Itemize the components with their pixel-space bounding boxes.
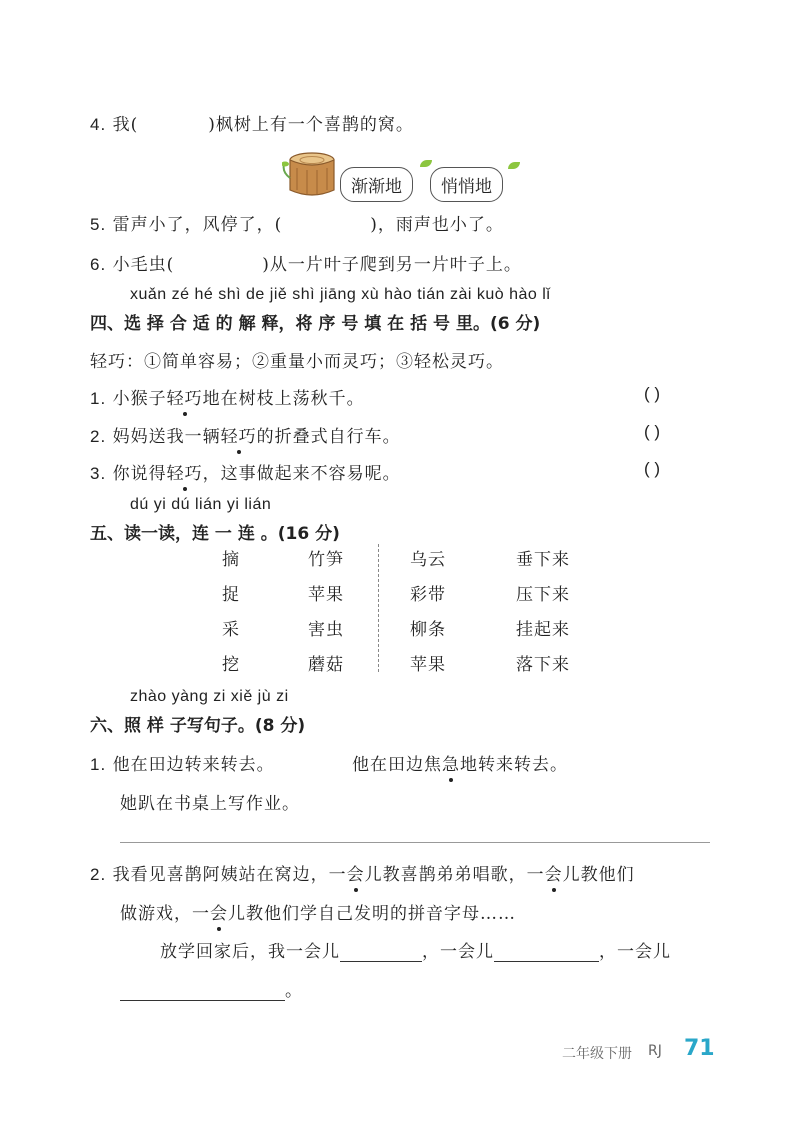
match-word[interactable]: 乌云 (410, 550, 446, 570)
match-word[interactable]: 柳条 (410, 620, 446, 640)
leaf-icon (508, 162, 520, 169)
fill-item-4: 4. 我( )枫树上有一个喜鹊的窝。 (90, 115, 414, 135)
match-word[interactable]: 害虫 (308, 620, 344, 640)
page-number: 71 (684, 1036, 715, 1061)
fill-blank-1[interactable] (340, 941, 422, 962)
match-word[interactable]: 挖 (222, 655, 240, 675)
column-divider (378, 544, 379, 672)
fill-sentence: 放学回家后，我一会儿 ，一会儿 ，一会儿 (160, 942, 671, 962)
definition-line: 轻巧：①简单容易；②重量小而灵巧；③轻松灵巧。 (90, 352, 504, 372)
fill-blank-2[interactable] (494, 941, 599, 962)
word-choice-card: 渐渐地 (340, 167, 413, 202)
answer-paren-3[interactable]: ( ) (644, 459, 661, 478)
choice-item-2: 2. 妈妈送我一辆轻巧的折叠式自行车。 (90, 422, 401, 447)
choice-item-3: 3. 你说得轻巧，这事做起来不容易呢。 (90, 459, 401, 484)
match-word[interactable]: 挂起来 (516, 620, 570, 640)
section6-pinyin: zhào yàng zi xiě jù zi (130, 688, 289, 705)
example-paragraph-line1: 2. 我看见喜鹊阿姨站在窝边，一会儿教喜鹊弟弟唱歌，一会儿教他们 (90, 860, 635, 885)
answer-paren-2[interactable]: ( ) (644, 422, 661, 441)
match-word[interactable]: 苹果 (410, 655, 446, 675)
section4-pinyin: xuǎn zé hé shì de jiě shì jiāng xù hào tián zài kuò hào lǐ (130, 286, 551, 303)
match-word[interactable]: 蘑菇 (308, 655, 344, 675)
section5-pinyin: dú yi dú lián yi lián (130, 496, 272, 513)
section5-title: 五、读一读，连 一 连 。(16 分) (90, 524, 340, 544)
fill-blank-3[interactable] (120, 980, 285, 1001)
answer-line[interactable] (120, 842, 710, 843)
example-sentence-a: 1. 他在田边转来转去。 (90, 755, 275, 775)
fill-item-5: 5. 雷声小了，风停了，( )，雨声也小了。 (90, 215, 504, 235)
match-word[interactable]: 捉 (222, 585, 240, 605)
match-word[interactable]: 垂下来 (516, 550, 570, 570)
match-word[interactable]: 苹果 (308, 585, 344, 605)
section6-title: 六、照 样 子写句子。(8 分) (90, 716, 306, 736)
example-sentence-b: 他在田边焦急地转来转去。 (352, 750, 568, 775)
match-word[interactable]: 竹笋 (308, 550, 344, 570)
tree-stump-image (282, 150, 342, 200)
fill-item-6: 6. 小毛虫( )从一片叶子爬到另一片叶子上。 (90, 255, 522, 275)
example-paragraph-line2: 做游戏，一会儿教他们学自己发明的拼音字母…… (120, 899, 516, 924)
match-word[interactable]: 压下来 (516, 585, 570, 605)
grade-label: 二年级下册 (562, 1046, 632, 1062)
section4-title: 四、选 择 合 适 的 解 释，将 序 号 填 在 括 号 里。(6 分) (90, 314, 541, 334)
prompt-sentence: 她趴在书桌上写作业。 (120, 794, 300, 814)
match-word[interactable]: 落下来 (516, 655, 570, 675)
match-word[interactable]: 彩带 (410, 585, 446, 605)
choice-item-1: 1. 小猴子轻巧地在树枝上荡秋千。 (90, 384, 365, 409)
answer-paren-1[interactable]: ( ) (644, 384, 661, 403)
match-word[interactable]: 采 (222, 620, 240, 640)
edition-label: RJ (648, 1043, 662, 1059)
leaf-icon (420, 160, 432, 167)
match-word[interactable]: 摘 (222, 550, 240, 570)
word-choice-card: 悄悄地 (430, 167, 503, 202)
fill-sentence-end: 。 (120, 976, 303, 1001)
